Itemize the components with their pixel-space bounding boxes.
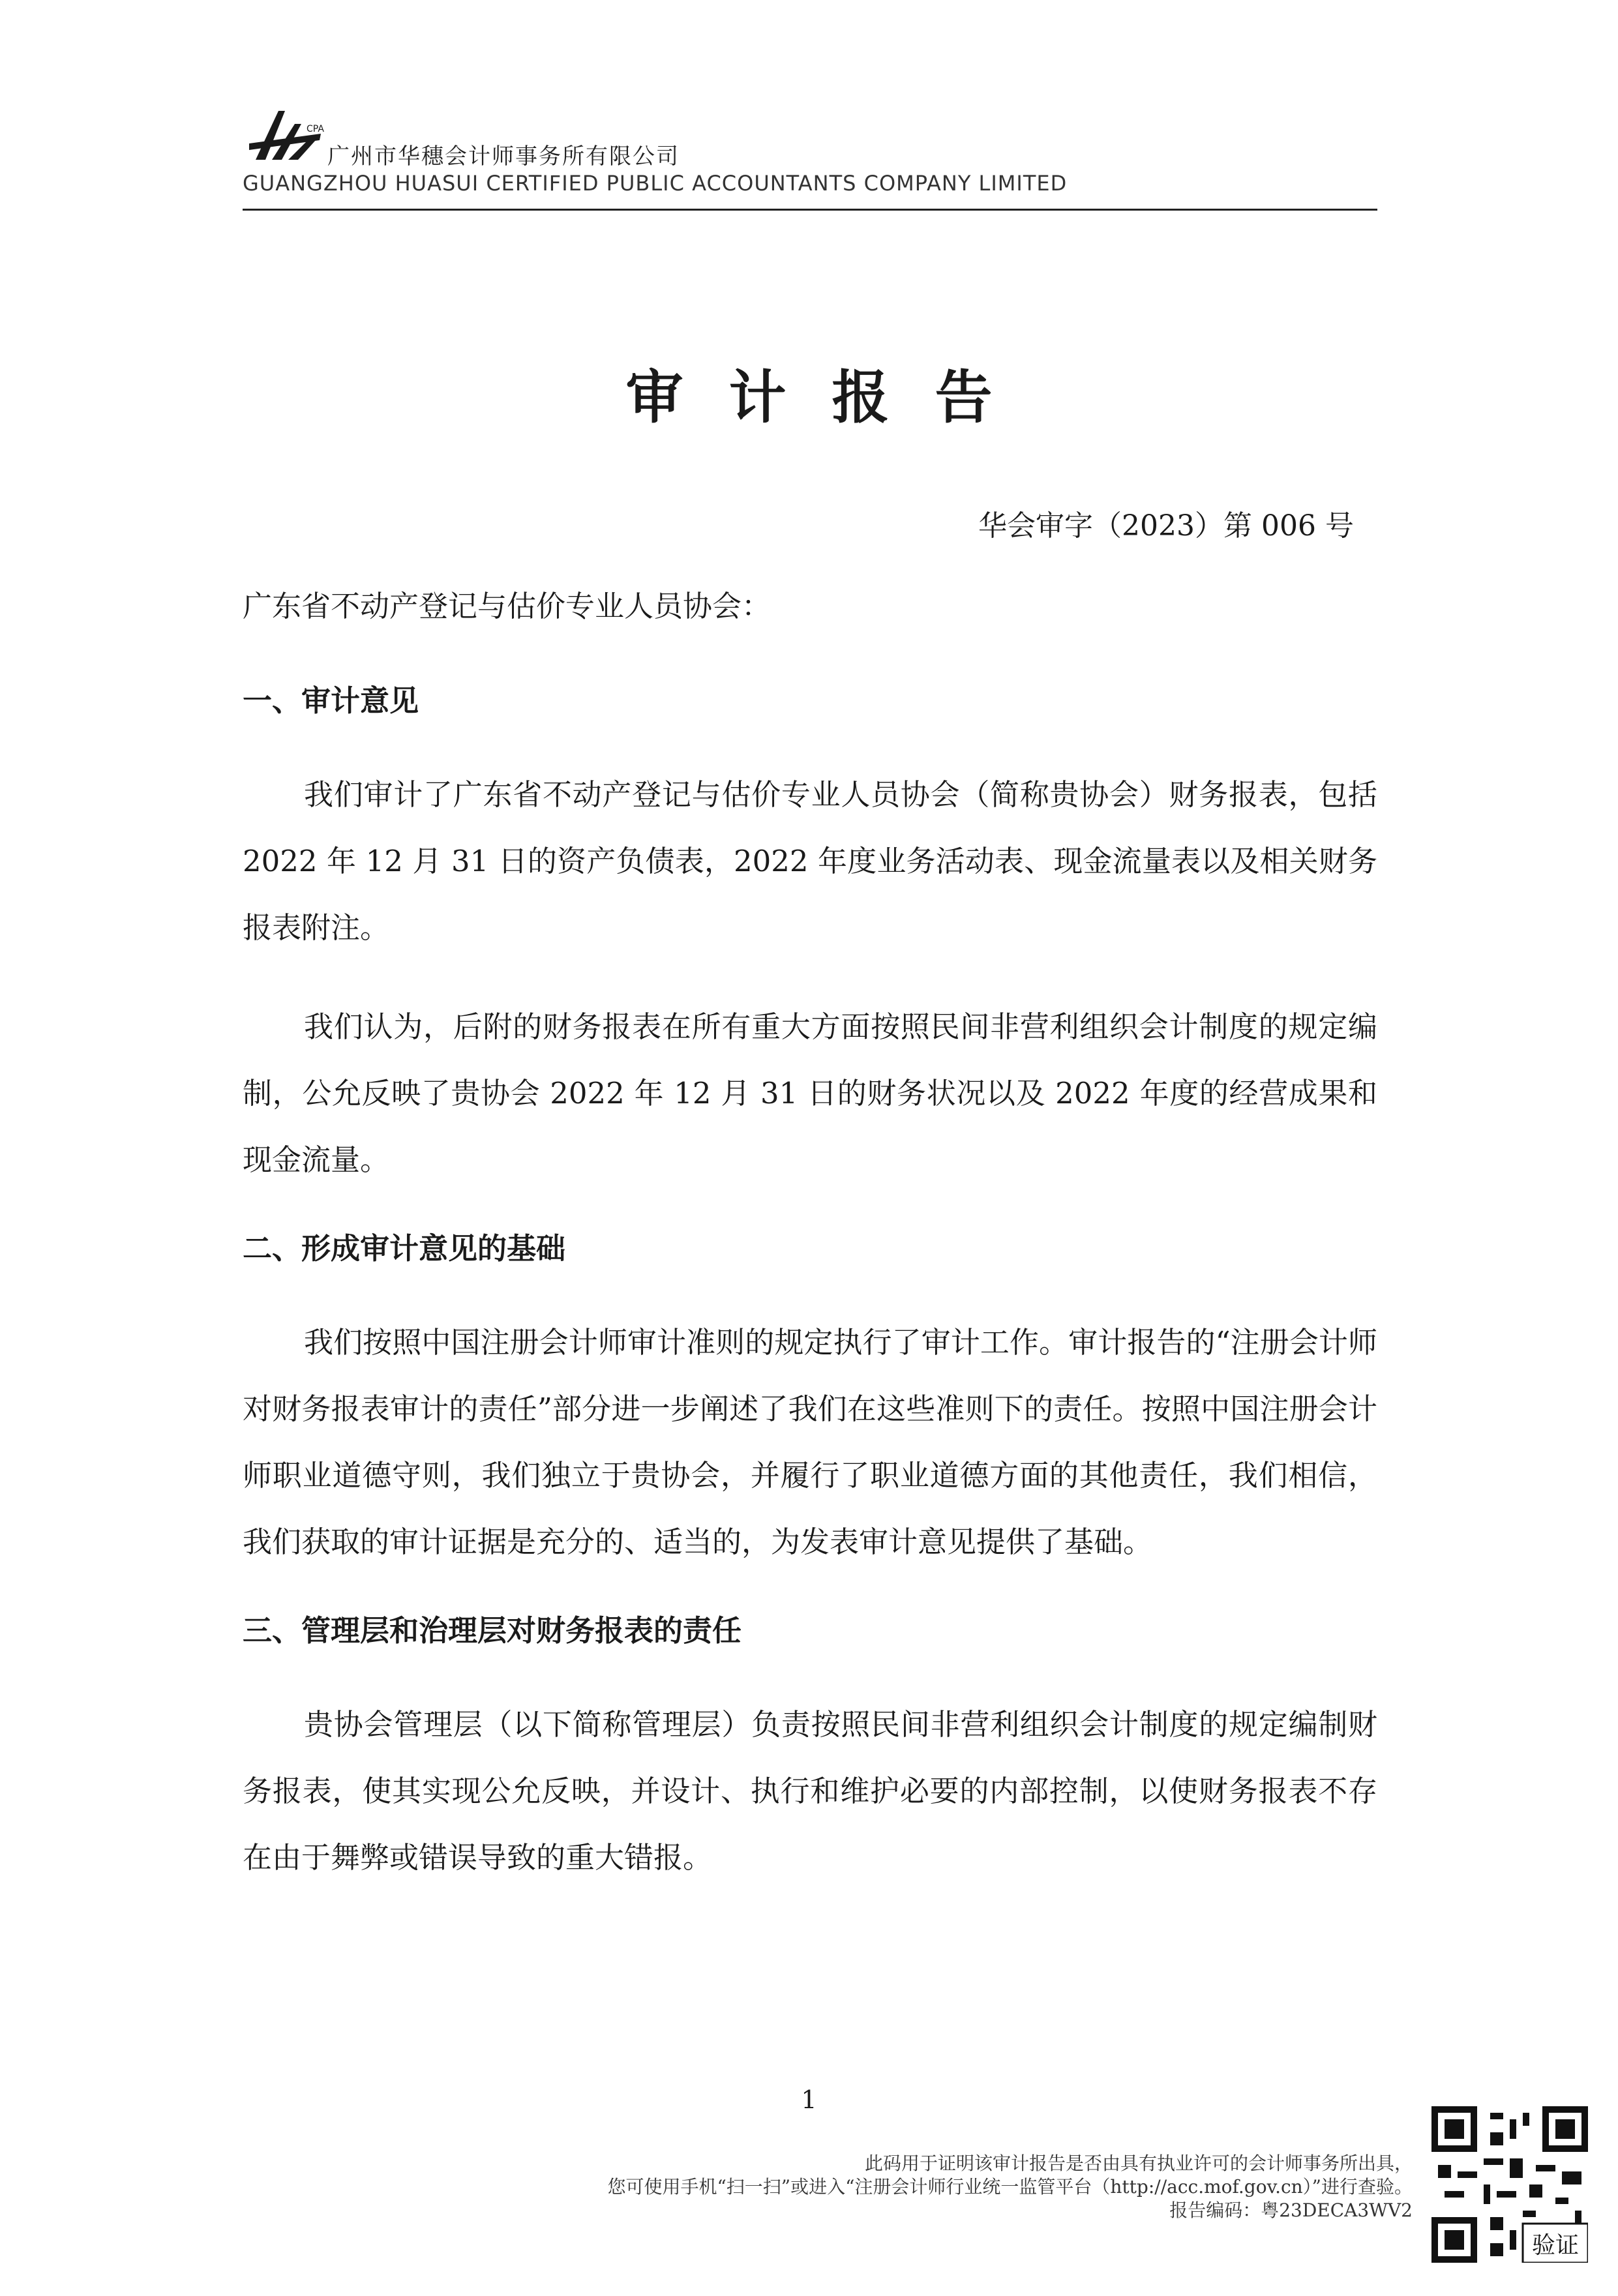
addressee: 广东省不动产登记与估价专业人员协会：: [243, 589, 772, 623]
verification-line: 您可使用手机“扫一扫”或进入“注册会计师行业统一监管平台（http://acc.mof.gov.cn）”进行查验。: [607, 2176, 1413, 2198]
report-code: 报告编码：粤23DECA3WV2: [1169, 2199, 1413, 2221]
paragraph: 我们按照中国注册会计师审计准则的规定执行了审计工作。审计报告的“注册会计师对财务报表审计的责任”部分进一步阐述了我们在这些准则下的责任。按照中国注册会计师职业道德守则，我们独立于贵协会，并履行了职业道德方面的其他责任，我们相信，我们获取的审计证据是充分的、适当的，为发表审计意见提供了基础。: [243, 1325, 1377, 1559]
document-number: 华会审字（2023）第 006 号: [978, 509, 1354, 543]
logo-cpa-text: CPA: [307, 124, 324, 134]
paragraph: 我们认为，后附的财务报表在所有重大方面按照民间非营利组织会计制度的规定编制，公允反映了贵协会 2022 年 12 月 31 日的财务状况以及 2022 年度的经营成果和现金流量。: [243, 1009, 1377, 1177]
report-body: [243, 580, 1377, 1924]
qr-label: 验证: [1531, 2232, 1580, 2259]
company-name-en: GUANGZHOU HUASUI CERTIFIED PUBLIC ACCOUNTANTS COMPANY LIMITED: [243, 171, 1068, 196]
section-heading: 二、形成审计意见的基础: [243, 1231, 566, 1266]
verification-notice: [607, 2152, 1413, 2222]
qr-code-icon[interactable]: [1431, 2106, 1588, 2263]
report-title: 审计报告: [625, 364, 1038, 431]
verification-line: 此码用于证明该审计报告是否由具有执业许可的会计师事务所出具，: [864, 2153, 1413, 2174]
cpa-firm-logo-icon: [243, 98, 327, 170]
section-heading: 一、审计意见: [243, 683, 419, 718]
section-basis-for-opinion: [243, 1226, 1377, 1575]
section-management-responsibility: [243, 1608, 1377, 1891]
paragraph: 我们审计了广东省不动产登记与估价专业人员协会（简称贵协会）财务报表，包括 2022 年 12 月 31 日的资产负债表，2022 年度业务活动表、现金流量表以及相关财务报表附注。: [243, 777, 1377, 945]
page-number: 1: [801, 2085, 817, 2114]
section-audit-opinion: [243, 678, 1377, 1193]
paragraph: 贵协会管理层（以下简称管理层）负责按照民间非营利组织会计制度的规定编制财务报表，使其实现公允反映，并设计、执行和维护必要的内部控制，以使财务报表不存在由于舞弊或错误导致的重大错报。: [243, 1707, 1377, 1875]
section-heading: 三、管理层和治理层对财务报表的责任: [243, 1613, 742, 1648]
company-name-cn: 广州市华穗会计师事务所有限公司: [327, 143, 680, 170]
header-divider: [243, 209, 1377, 211]
